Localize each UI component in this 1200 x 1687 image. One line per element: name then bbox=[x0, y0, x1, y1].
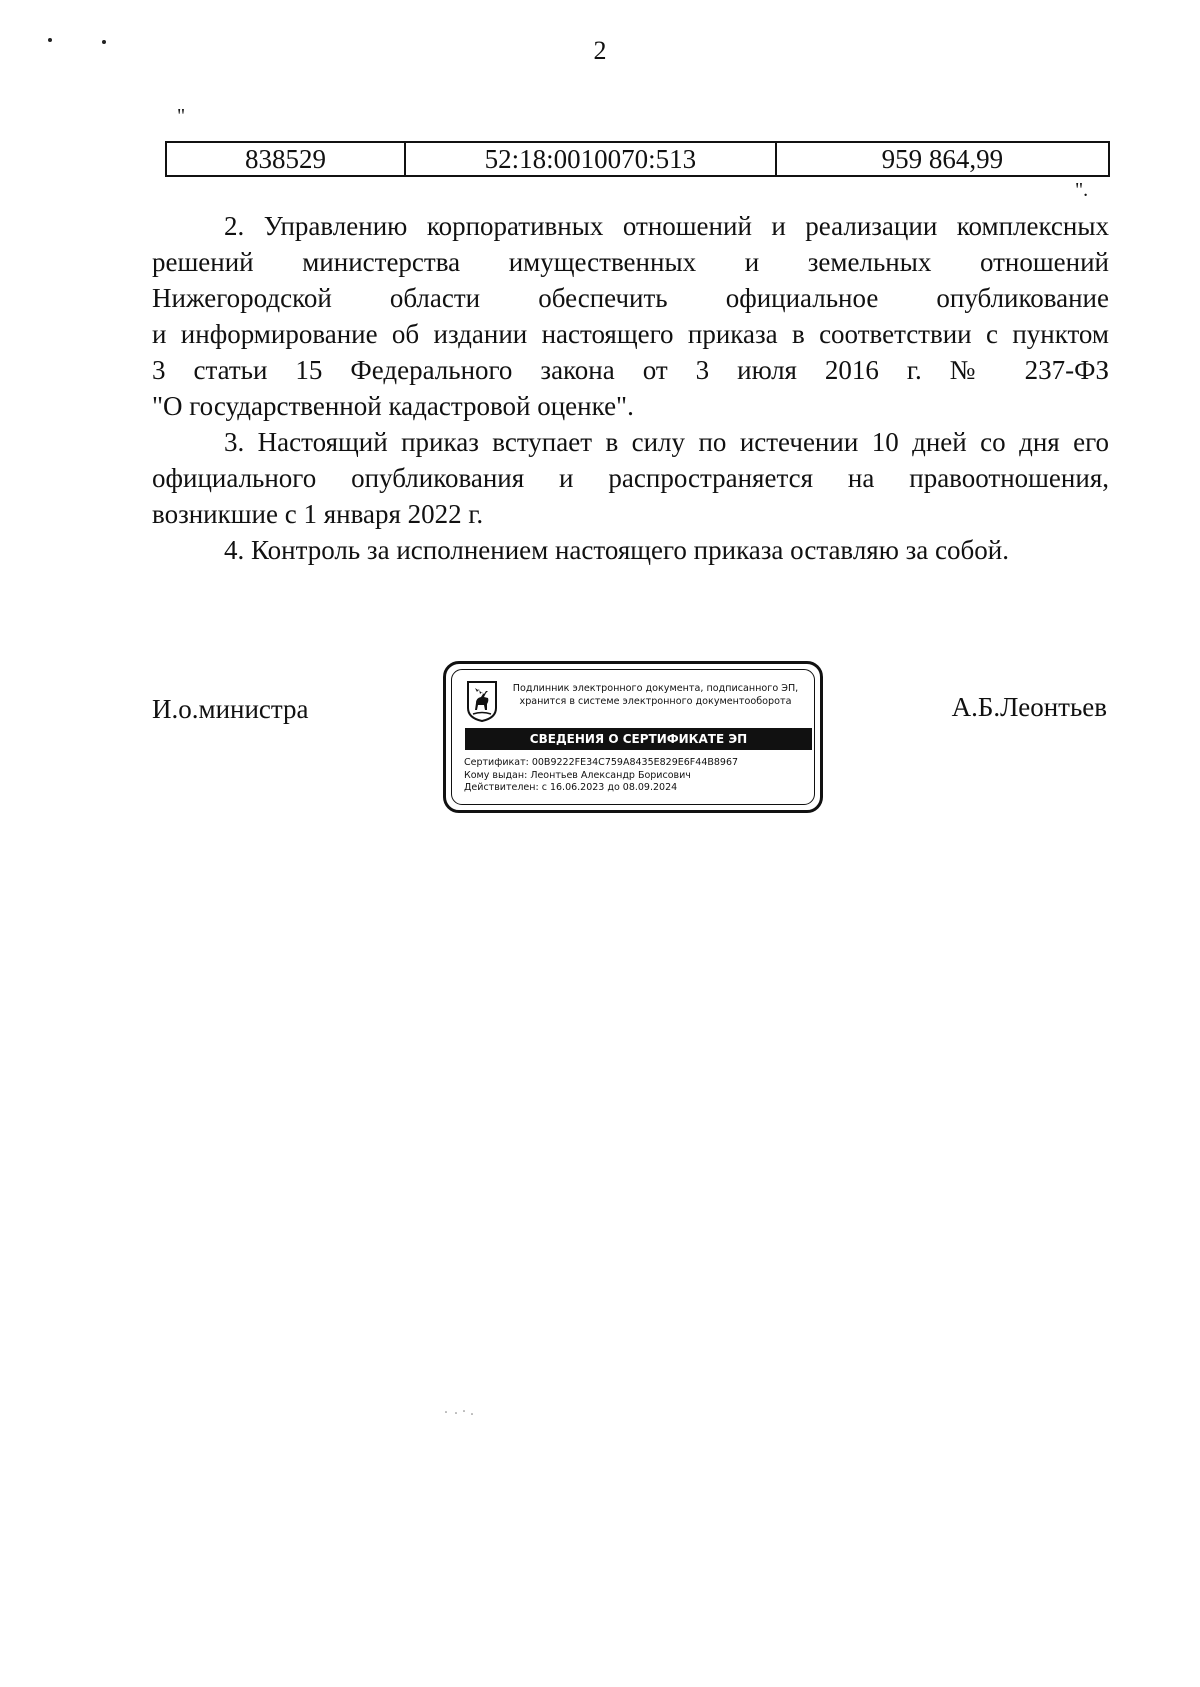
stamp-header bbox=[498, 682, 813, 708]
table-cell-object-number: 838529 bbox=[166, 142, 405, 176]
certificate-label: Сертификат: bbox=[464, 757, 529, 768]
validity-row bbox=[464, 782, 738, 795]
paragraph-2-line: 2. Управлению корпоративных отношений и реализации комплексных bbox=[224, 211, 1109, 241]
stamp-certificate-details bbox=[464, 757, 738, 795]
stamp-header-line: Подлинник электронного документа, подписанного ЭП, bbox=[512, 683, 799, 694]
issued-to-value: Леонтьев Александр Борисович bbox=[530, 769, 691, 781]
scan-noise-mark bbox=[442, 1406, 482, 1420]
paragraph-2-line: 3 статьи 15 Федерального закона от 3 июля 2016 г. № 237-ФЗ bbox=[152, 355, 1109, 385]
validity-value: с 16.06.2023 до 08.09.2024 bbox=[541, 782, 678, 793]
page-number: 2 bbox=[593, 36, 607, 65]
opening-quote: " bbox=[177, 105, 186, 127]
closing-quote: ". bbox=[1075, 179, 1089, 201]
paragraph-2-line: Нижегородской области обеспечить официальное опубликование bbox=[152, 283, 1109, 313]
paragraph-2-line: и информирование об издании настоящего приказа в соответствии с пунктом bbox=[152, 319, 1109, 349]
validity-label: Действителен: bbox=[464, 782, 539, 793]
signatory-role: И.о.министра bbox=[152, 694, 309, 724]
paragraph-4: 4. Контроль за исполнением настоящего приказа оставляю за собой. bbox=[224, 535, 1009, 565]
paragraph-2 bbox=[152, 208, 1109, 568]
signatory-name: А.Б.Леонтьев bbox=[951, 692, 1107, 722]
paragraph-2-line: решений министерства имущественных и земельных отношений bbox=[152, 247, 1109, 277]
paragraph-3-line: 3. Настоящий приказ вступает в силу по истечении 10 дней со дня его bbox=[224, 427, 1109, 457]
table-cell-cadastral-number: 52:18:0010070:513 bbox=[405, 142, 776, 176]
paragraph-3-line: возникшие с 1 января 2022 г. bbox=[152, 499, 484, 529]
cadastral-value-table bbox=[165, 141, 1110, 177]
paragraph-3-line: официального опубликования и распространяется на правоотношения, bbox=[152, 463, 1109, 493]
certificate-value: 00B9222FE34C759A8435E829E6F44B8967 bbox=[531, 757, 739, 768]
stamp-header-line: хранится в системе электронного документооборота bbox=[519, 696, 792, 707]
stamp-certificate-title: СВЕДЕНИЯ О СЕРТИФИКАТЕ ЭП bbox=[465, 728, 812, 750]
paragraph-2-line: "О государственной кадастровой оценке". bbox=[152, 391, 634, 421]
electronic-signature-stamp bbox=[443, 661, 823, 813]
issued-to-label: Кому выдан: bbox=[464, 769, 528, 781]
table-cell-cadastral-value: 959 864,99 bbox=[776, 142, 1109, 176]
nizhny-novgorod-deer-emblem-icon bbox=[466, 680, 498, 722]
table-row bbox=[166, 142, 1109, 176]
issued-to-row bbox=[464, 770, 738, 783]
certificate-row bbox=[464, 757, 738, 770]
